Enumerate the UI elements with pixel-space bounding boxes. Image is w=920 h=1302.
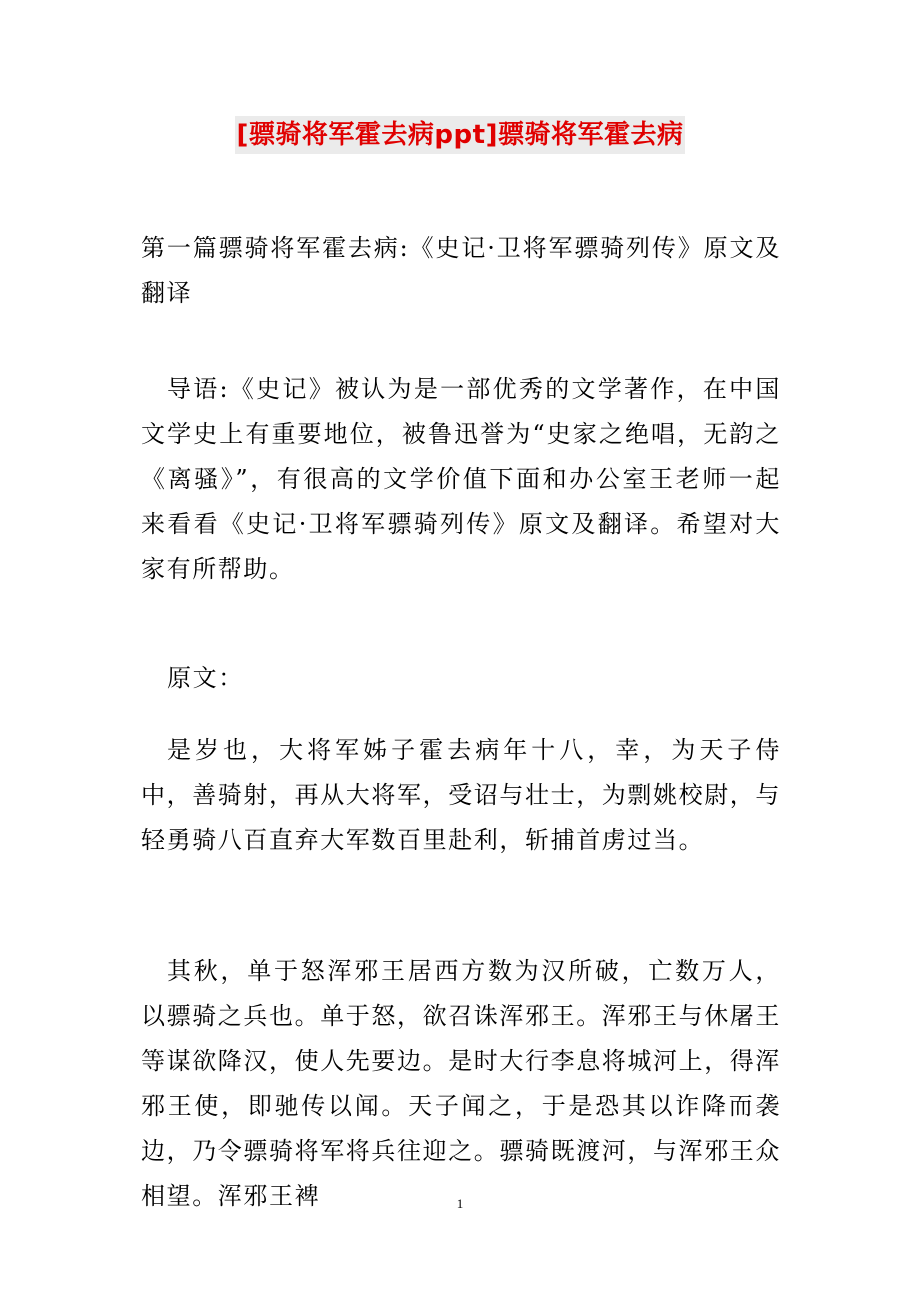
- title-container: [0, 116, 920, 154]
- original-text-label: 原文：: [167, 664, 244, 692]
- page-number: 1: [456, 1196, 464, 1211]
- document-title: [骠骑将军霍去病ppt]骠骑将军霍去病: [235, 116, 686, 154]
- body-paragraph: 其秋，单于怒浑邪王居西方数为汉所破，亡数万人，以骠骑之兵也。单于怒，欲召诛浑邪王。浑邪王与休屠王等谋欲降汉，使人先要边。是时大行李息将城河上，得浑邪王使，即驰传以闻。天子闻之，于是恐其以诈降而袭边，乃令骠骑将军将兵往迎之。骠骑既渡河，与浑邪王众相望。浑邪王裨: [141, 957, 781, 1210]
- intro-paragraph: 导语:《史记》被认为是一部优秀的文学著作，在中国文学史上有重要地位，被鲁迅誉为“史家之绝唱，无韵之《离骚》”，有很高的文学价值下面和办公室王老师一起来看看《史记·卫将军骠骑列传》原文及翻译。希望对大家有所帮助。: [141, 375, 781, 583]
- body-paragraph: 是岁也，大将军姊子霍去病年十八，幸，为天子侍中，善骑射，再从大将军，受诏与壮士，为剽姚校尉，与轻勇骑八百直弃大军数百里赴利，斩捕首虏过当。: [141, 736, 781, 854]
- section-heading: 第一篇骠骑将军霍去病:《史记·卫将军骠骑列传》原文及翻译: [141, 234, 781, 307]
